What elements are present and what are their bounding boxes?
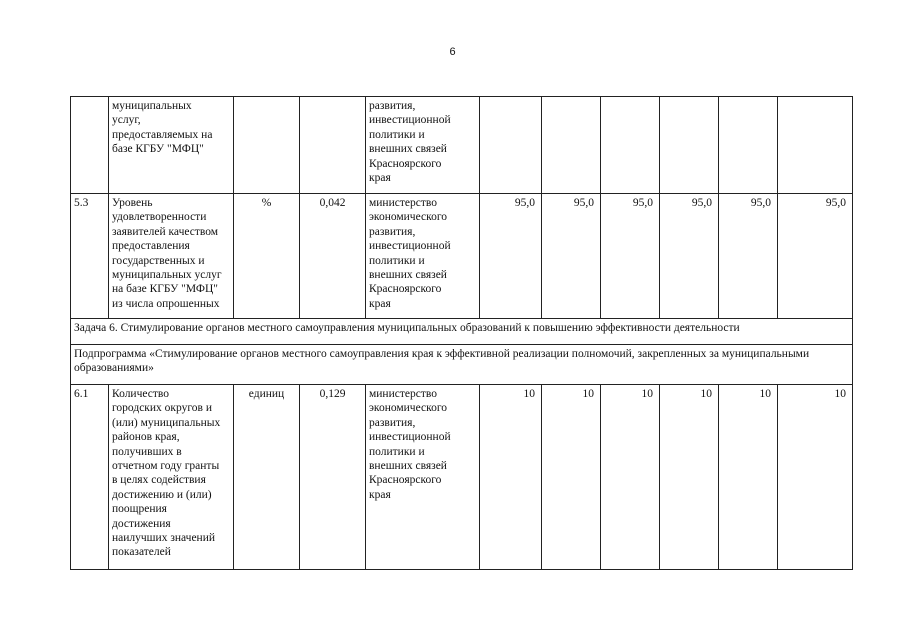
value-1: 95,0 [480, 194, 542, 319]
indicator-name: Количество городских округов и (или) муниципальных районов края, получивших в отчетном году гранты в целях содействия достижению и (или) поощрения достижения наилучших значений показателей [109, 385, 234, 570]
value-4: 10 [660, 385, 719, 570]
weight: 0,129 [300, 385, 366, 570]
weight-cell [300, 97, 366, 194]
indicator-table [70, 96, 853, 570]
responsible-org: министерство экономического развития, инвестиционной политики и внешних связей Красноярского края [366, 385, 480, 570]
value-2: 95,0 [542, 194, 601, 319]
value-3: 10 [601, 385, 660, 570]
subprogram-row [71, 345, 853, 385]
row-number-cell [71, 97, 109, 194]
value-6: 95,0 [778, 194, 853, 319]
value-cell [778, 97, 853, 194]
indicator-name-cell: муниципальных услуг, предоставляемых на базе КГБУ "МФЦ" [109, 97, 234, 194]
unit: единиц [234, 385, 300, 570]
value-5: 95,0 [719, 194, 778, 319]
value-6: 10 [778, 385, 853, 570]
value-1: 10 [480, 385, 542, 570]
subprogram-heading: Подпрограмма «Стимулирование органов местного самоуправления края к эффективной реализации полномочий, закрепленных за муниципальными образованиями» [71, 345, 853, 385]
table-row-continued [71, 97, 853, 194]
value-5: 10 [719, 385, 778, 570]
value-cell [480, 97, 542, 194]
value-3: 95,0 [601, 194, 660, 319]
task-6-row [71, 319, 853, 345]
page-number: 6 [449, 46, 456, 58]
table-row-6-1 [71, 385, 853, 570]
weight: 0,042 [300, 194, 366, 319]
value-cell [719, 97, 778, 194]
value-2: 10 [542, 385, 601, 570]
unit: % [234, 194, 300, 319]
row-number: 5.3 [71, 194, 109, 319]
table-row-5-3 [71, 194, 853, 319]
value-cell [542, 97, 601, 194]
row-number: 6.1 [71, 385, 109, 570]
task-6-heading: Задача 6. Стимулирование органов местного самоуправления муниципальных образований к повышению эффективности деятельности [71, 319, 853, 345]
value-cell [660, 97, 719, 194]
value-cell [601, 97, 660, 194]
responsible-org-cell: развития, инвестиционной политики и внешних связей Красноярского края [366, 97, 480, 194]
value-4: 95,0 [660, 194, 719, 319]
unit-cell [234, 97, 300, 194]
indicator-name: Уровень удовлетворенности заявителей качеством предоставления государственных и муниципальных услуг на базе КГБУ "МФЦ" из числа опрошенных [109, 194, 234, 319]
responsible-org: министерство экономического развития, инвестиционной политики и внешних связей Красноярского края [366, 194, 480, 319]
